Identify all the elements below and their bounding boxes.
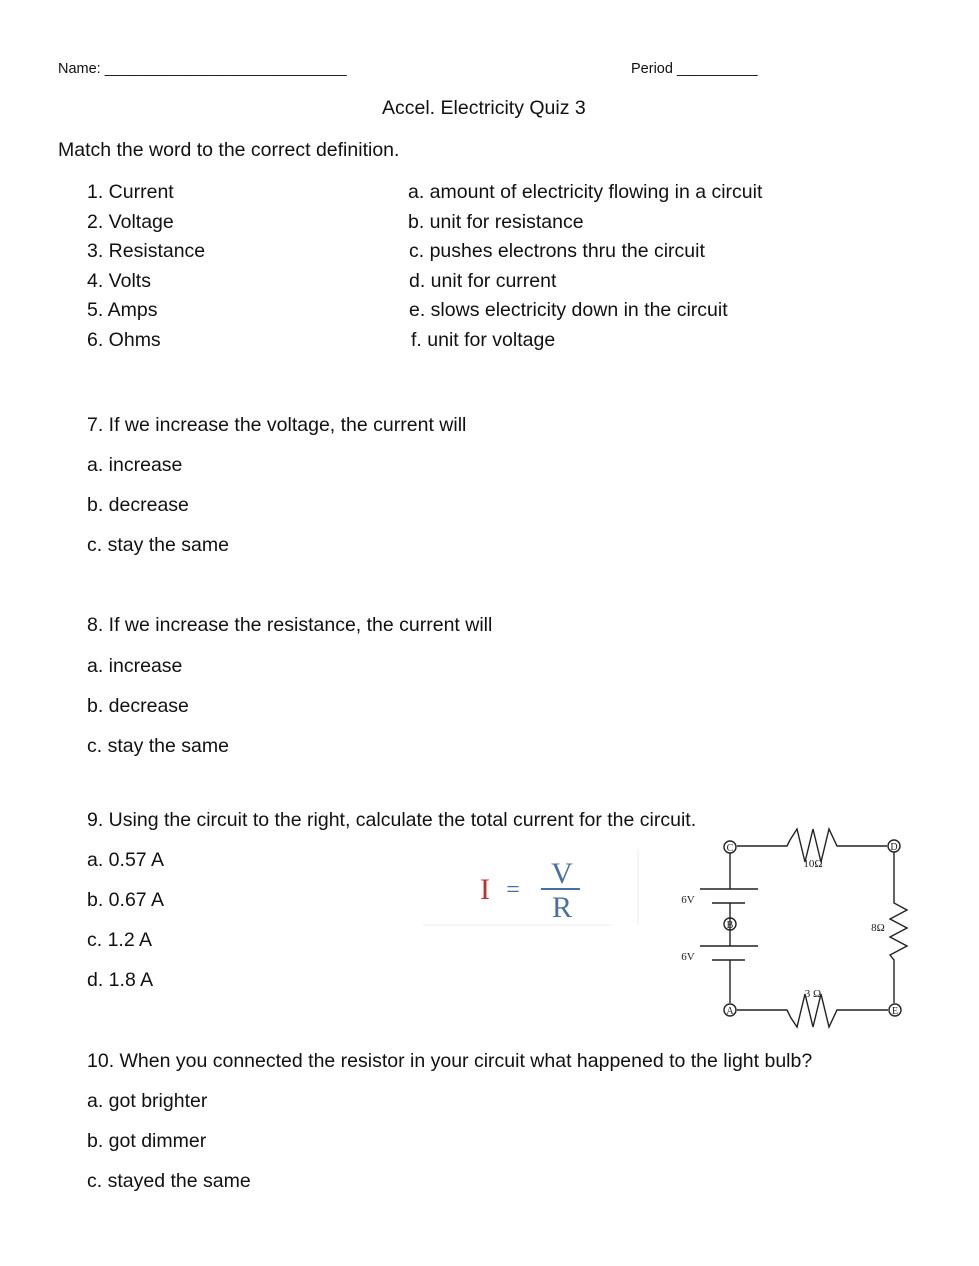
definition: b. unit for resistance [408,211,584,233]
name-field: Name: ______________________________ [58,61,347,77]
option: b. decrease [87,695,189,717]
formula-equals: = [506,877,520,903]
definition: a. amount of electricity flowing in a circuit [408,181,763,203]
formula-resistance: R [551,891,573,924]
option: a. increase [87,454,183,476]
page-title: Accel. Electricity Quiz 3 [382,97,586,119]
option: b. decrease [87,494,189,516]
term: 5. Amps [87,299,158,321]
term: 6. Ohms [87,329,161,351]
formula-voltage: V [551,857,573,890]
option: d. 1.8 A [87,969,154,991]
resistor-label-10: 10Ω [803,858,823,870]
term: 3. Resistance [87,240,206,262]
question-7: 7. If we increase the voltage, the current will [87,414,467,436]
node-e: E [891,1006,899,1017]
period-field: Period __________ [631,61,758,77]
definition: e. slows electricity down in the circuit [409,299,728,321]
node-a: A [726,1006,734,1017]
definition: f. unit for voltage [411,329,556,351]
node-b: B [726,920,734,931]
option: c. 1.2 A [87,929,153,951]
node-d: D [890,842,898,853]
option: b. got dimmer [87,1130,207,1152]
option: a. increase [87,655,183,677]
term: 4. Volts [87,270,151,292]
resistor-label-8: 8Ω [871,922,885,934]
option: a. 0.57 A [87,849,164,871]
resistor-label-3: 3 Ω [804,988,822,1000]
node-c: C [726,843,734,854]
question-9: 9. Using the circuit to the right, calculate the total current for the circuit. [87,809,697,831]
definition: c. pushes electrons thru the circuit [409,240,705,262]
question-8: 8. If we increase the resistance, the current will [87,614,493,636]
option: a. got brighter [87,1090,208,1112]
ohms-law-formula [423,849,638,925]
option: c. stay the same [87,735,229,757]
option: b. 0.67 A [87,889,164,911]
option: c. stayed the same [87,1170,251,1192]
definition: d. unit for current [409,270,557,292]
instructions: Match the word to the correct definition. [58,139,400,161]
formula-current: I [480,873,490,906]
term: 1. Current [87,181,174,203]
option: c. stay the same [87,534,229,556]
question-10: 10. When you connected the resistor in your circuit what happened to the light bulb? [87,1050,813,1072]
battery-label: 6V [681,951,695,963]
battery-label: 6V [681,894,695,906]
term: 2. Voltage [87,211,174,233]
